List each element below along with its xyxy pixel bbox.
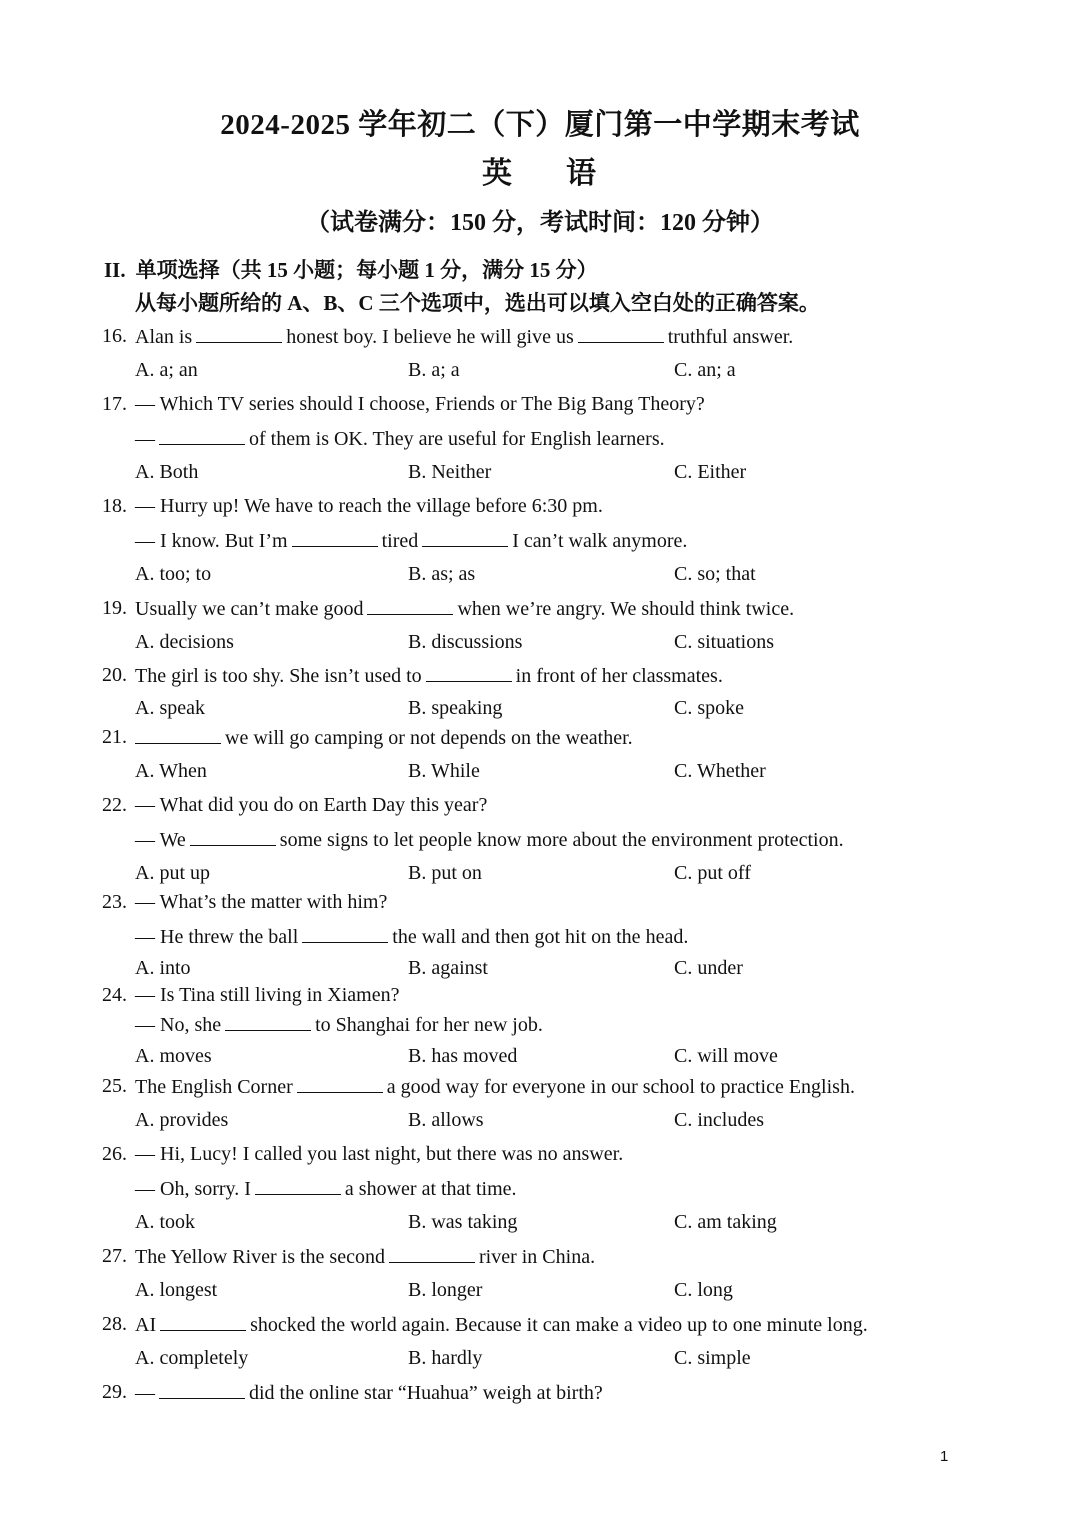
question-stem xyxy=(135,983,399,1007)
stem-text: we will go camping or not depends on the weather. xyxy=(225,727,633,749)
stem-text: — xyxy=(135,1382,155,1404)
option-b: B. against xyxy=(408,957,488,979)
option-a: A. a; an xyxy=(135,359,198,381)
stem-text: The English Corner xyxy=(135,1076,293,1098)
answer-blank xyxy=(389,1244,475,1263)
option-b: B. longer xyxy=(408,1279,483,1301)
option-c: C. long xyxy=(674,1279,733,1301)
option-c: C. am taking xyxy=(674,1211,777,1233)
option-b: B. Neither xyxy=(408,461,492,483)
question-number: 26. xyxy=(102,1143,127,1165)
question-stem xyxy=(135,725,633,750)
question-stem xyxy=(135,426,665,451)
stem-text: river in China. xyxy=(478,1246,596,1268)
option-a: A. Both xyxy=(135,461,199,483)
stem-text: — Oh, sorry. I xyxy=(135,1178,251,1200)
option-a: A. moves xyxy=(135,1045,212,1067)
question-stem xyxy=(135,793,487,817)
option-a: A. speak xyxy=(135,697,205,719)
question-stem xyxy=(135,890,387,914)
question-stem xyxy=(135,1312,868,1337)
answer-blank xyxy=(135,725,221,744)
question-number: 28. xyxy=(102,1313,127,1335)
question-number: 22. xyxy=(102,794,127,816)
question-stem xyxy=(135,324,793,349)
question-number: 21. xyxy=(102,726,127,748)
question-number: 29. xyxy=(102,1381,127,1403)
stem-text: Usually we can’t make good xyxy=(135,598,364,620)
stem-text: some signs to let people know more about the environment protection. xyxy=(279,829,844,851)
question-stem xyxy=(135,392,705,416)
stem-text: — Hurry up! We have to reach the village before 6:30 pm. xyxy=(135,495,603,517)
section-numeral: II. xyxy=(104,258,126,282)
stem-text: — Is Tina still living in Xiamen? xyxy=(135,984,400,1006)
stem-text: The Yellow River is the second xyxy=(135,1246,385,1268)
stem-text: in front of her classmates. xyxy=(515,665,723,687)
question-number: 17. xyxy=(102,393,127,415)
stem-text: did the online star “Huahua” weigh at birth? xyxy=(249,1382,603,1404)
question-number: 18. xyxy=(102,495,127,517)
stem-text: — Hi, Lucy! I called you last night, but there was no answer. xyxy=(135,1143,624,1165)
option-a: A. into xyxy=(135,957,191,979)
option-a: A. too; to xyxy=(135,563,212,585)
subject-char-2: 语 xyxy=(566,157,598,190)
answer-blank xyxy=(159,1380,245,1399)
stem-text: — No, she xyxy=(135,1014,222,1036)
stem-text: — He threw the ball xyxy=(135,926,299,948)
answer-blank xyxy=(159,426,245,445)
option-c: C. Whether xyxy=(674,760,766,782)
stem-text: Alan is xyxy=(135,326,193,348)
option-c: C. put off xyxy=(674,862,751,884)
section-instruction: 从每小题所给的 A、B、C 三个选项中，选出可以填入空白处的正确答案。 xyxy=(135,291,820,315)
answer-blank xyxy=(302,924,388,943)
question-stem xyxy=(135,663,723,688)
stem-text: — What did you do on Earth Day this year? xyxy=(135,794,488,816)
stem-text: shocked the world again. Because it can make a video up to one minute long. xyxy=(250,1314,868,1336)
section-heading xyxy=(104,254,598,284)
option-c: C. spoke xyxy=(674,697,744,719)
option-b: B. discussions xyxy=(408,631,523,653)
stem-text: I can’t walk anymore. xyxy=(512,530,688,552)
stem-text: — xyxy=(135,428,155,450)
exam-info: （试卷满分：150 分，考试时间：120 分钟） xyxy=(306,210,774,236)
answer-blank xyxy=(426,663,512,682)
question-stem xyxy=(135,596,794,621)
answer-blank xyxy=(367,596,453,615)
option-b: B. While xyxy=(408,760,480,782)
question-stem xyxy=(135,1244,595,1269)
stem-text: a shower at that time. xyxy=(344,1178,517,1200)
stem-text: — We xyxy=(135,829,186,851)
question-number: 20. xyxy=(102,664,127,686)
question-stem xyxy=(135,1176,517,1201)
answer-blank xyxy=(422,528,508,547)
option-c: C. situations xyxy=(674,631,775,653)
option-c: C. Either xyxy=(674,461,747,483)
option-c: C. will move xyxy=(674,1045,778,1067)
question-number: 19. xyxy=(102,597,127,619)
question-stem xyxy=(135,1074,855,1099)
question-stem xyxy=(135,1012,543,1037)
answer-blank xyxy=(297,1074,383,1093)
option-c: C. simple xyxy=(674,1347,751,1369)
exam-title: 2024-2025 学年初二（下）厦门第一中学期末考试 xyxy=(220,109,860,141)
question-number: 23. xyxy=(102,891,127,913)
question-stem xyxy=(135,924,688,949)
stem-text: the wall and then got hit on the head. xyxy=(392,926,689,948)
answer-blank xyxy=(190,827,276,846)
option-c: C. includes xyxy=(674,1109,764,1131)
option-a: A. longest xyxy=(135,1279,218,1301)
option-b: B. allows xyxy=(408,1109,484,1131)
stem-text: — I know. But I’m xyxy=(135,530,288,552)
question-stem xyxy=(135,827,844,852)
option-a: A. decisions xyxy=(135,631,234,653)
option-a: A. took xyxy=(135,1211,195,1233)
option-a: A. put up xyxy=(135,862,210,884)
option-c: C. so; that xyxy=(674,563,756,585)
stem-text: tired xyxy=(381,530,419,552)
option-a: A. completely xyxy=(135,1347,249,1369)
answer-blank xyxy=(255,1176,341,1195)
question-number: 27. xyxy=(102,1245,127,1267)
option-a: A. provides xyxy=(135,1109,229,1131)
option-b: B. as; as xyxy=(408,563,476,585)
stem-text: — Which TV series should I choose, Friends or The Big Bang Theory? xyxy=(135,393,705,415)
stem-text: a good way for everyone in our school to practice English. xyxy=(386,1076,855,1098)
option-b: B. was taking xyxy=(408,1211,518,1233)
answer-blank xyxy=(292,528,378,547)
option-b: B. a; a xyxy=(408,359,460,381)
stem-text: of them is OK. They are useful for English learners. xyxy=(249,428,665,450)
question-number: 25. xyxy=(102,1075,127,1097)
option-c: C. under xyxy=(674,957,743,979)
subject-char-1: 英 xyxy=(482,157,514,190)
question-stem xyxy=(135,1142,623,1166)
subject-title xyxy=(0,148,1080,192)
question-stem xyxy=(135,494,603,518)
option-b: B. speaking xyxy=(408,697,503,719)
question-stem xyxy=(135,528,687,553)
option-a: A. When xyxy=(135,760,207,782)
stem-text: The girl is too shy. She isn’t used to xyxy=(135,665,422,687)
answer-blank xyxy=(160,1312,246,1331)
question-number: 16. xyxy=(102,325,127,347)
option-b: B. hardly xyxy=(408,1347,483,1369)
stem-text: when we’re angry. We should think twice. xyxy=(457,598,795,620)
section-heading-text: 单项选择（共 15 小题；每小题 1 分，满分 15 分） xyxy=(135,258,598,282)
answer-blank xyxy=(196,324,282,343)
stem-text: AI xyxy=(135,1314,157,1336)
stem-text: — What’s the matter with him? xyxy=(135,891,388,913)
option-b: B. put on xyxy=(408,862,482,884)
question-number: 24. xyxy=(102,984,127,1006)
answer-blank xyxy=(225,1012,311,1031)
question-stem xyxy=(135,1380,603,1405)
stem-text: to Shanghai for her new job. xyxy=(315,1014,543,1036)
option-c: C. an; a xyxy=(674,359,736,381)
option-b: B. has moved xyxy=(408,1045,518,1067)
stem-text: honest boy. I believe he will give us xyxy=(286,326,574,348)
answer-blank xyxy=(578,324,664,343)
page-number: 1 xyxy=(940,1448,949,1465)
stem-text: truthful answer. xyxy=(667,326,794,348)
